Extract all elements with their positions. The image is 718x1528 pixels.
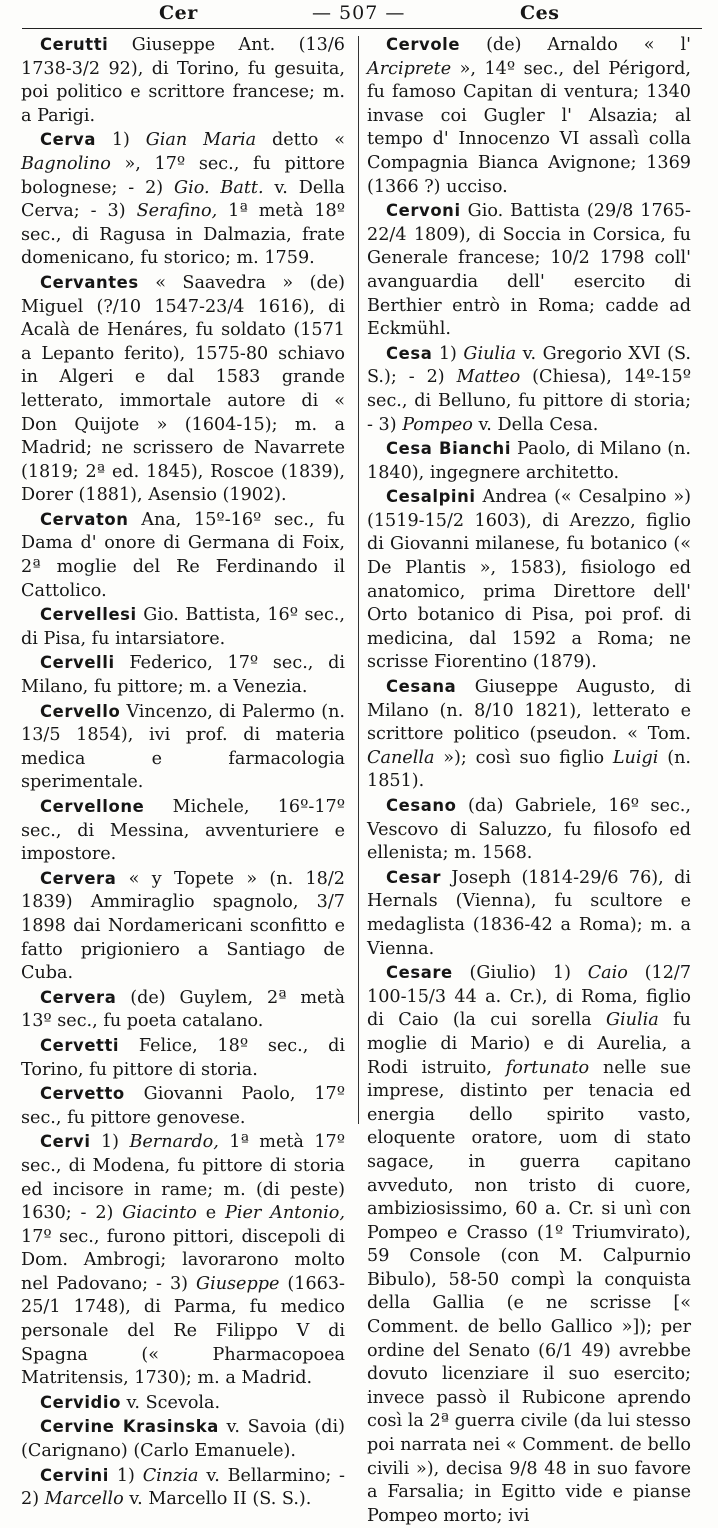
headword: Cervini — [40, 1465, 110, 1485]
entry-italic-text: Giacinto — [122, 1203, 197, 1224]
entry-italic-text: Cinzia — [142, 1465, 199, 1486]
entry-text: Federico, 17º sec., di Milano, fu pittore; m. a Venezia. — [21, 653, 345, 698]
headword: Cervello — [40, 701, 121, 721]
entry-text: Andrea (« Cesalpino ») (1519-15/2 1603), di Arezzo, figlio di Giovanni milanese, fu botanico (« De Plantis », 1583), fisiologo ed anatomico, prima Direttore dell' Orto botanico di Pisa, poi prof. di medicina, dal 1592 a Roma; ne scrisse Fiorentino (1879). — [367, 487, 691, 673]
headword: Cervellesi — [40, 605, 137, 625]
entry-text: Gio. Battista (29/8 1765-22/4 1809), di Soccia in Corsica, fu Generale francese; 10/2 1798 coll' avanguardia dell' esercito di Berthier entrò in Roma; cadde ad Eckmühl. — [367, 201, 691, 340]
entry-cervera — [21, 867, 345, 986]
entry-text: (de) Guylem, 2ª metà 13º sec., fu poeta catalano. — [21, 987, 345, 1032]
entry-text: », 17º sec., fu pittore bolognese; - 2) — [21, 153, 345, 198]
headword: Cervelli — [40, 653, 115, 673]
entry-text: Giuseppe Augusto, di Milano (n. 8/10 1821), letterato e scrittore politico (pseudon. « Tom. — [367, 677, 691, 745]
headword: Cerva — [40, 130, 96, 150]
entry-text: »); così suo figlio — [434, 747, 613, 768]
entry-text: detto « — [256, 130, 346, 151]
entry-italic-text: Giulia — [463, 343, 517, 364]
entry-text: nelle sue imprese, distinto per tenacia ed energia dello spirito vasto, eloquente oratore, uom di stato sagace, in guerra capitano avveduto, non tristo di cuore, ambiziosissimo, 60 a. Cr. si unì con Pompeo e Crasso (1º Triumvirato), 59 Console (con M. Calpurnio Bibulo), 58-50 compì la conquista della Gallia (e ne scrisse [« Comment. de bello Gallico »]); per ordine del Senato (6/1 49) avrebbe dovuto licenziare il suo esercito; invece passò il Rubicone aprendo così la 2ª guerra civile (da lui stesso poi narrata nei « Comment. de bello civili »), decisa 9/8 48 in suo favore a Farsalia; in Egitto vide e pianse Pompeo morto; ivi — [367, 1057, 691, 1526]
entry-text: v. Della Cerva; - 3) — [21, 177, 345, 222]
headword: Cervaton — [40, 509, 129, 529]
entry-cerutti — [21, 33, 345, 128]
entry-text: fu moglie di Mario) e di Aurelia, a Rodi istruito, — [367, 1010, 691, 1078]
entry-italic-text: Bagnolino — [21, 153, 111, 174]
headword: Cervantes — [40, 272, 139, 292]
headword: Cervine Krasinska — [40, 1417, 219, 1437]
entry-italic-text: Gio. Batt. — [174, 177, 264, 198]
entry-italic-text: Canella — [367, 747, 435, 768]
entry-cesa — [367, 342, 691, 437]
entry-text: Giuseppe Ant. (13/6 1738-3/2 92), di Torino, fu gesuita, poi politico e scrittore francese; m. a Parigi. — [21, 35, 345, 126]
entry-cervantes — [21, 271, 345, 508]
headword: Cesare — [386, 963, 453, 983]
headword: Cesalpini — [386, 487, 476, 507]
entry-text: v. Scevola. — [120, 1392, 221, 1413]
running-head-left: Cer — [159, 2, 198, 24]
entry-text: « Saavedra » (de) Miguel (?/10 1547-23/4 1616), di Acalà de Henáres, fu soldato (1571 a Lepanto ferito), 1575-80 schiavo in Algeri e dal 1583 grande letterato, immortale autore di « Don Quijote » (1604-15); m. a Madrid; ne scrissero de Navarrete (1819; 2ª ed. 1845), Roscoe (1839), Dorer (1881), Asensio (1902). — [21, 272, 345, 506]
entry-cervoni — [367, 199, 691, 342]
entry-text: 1ª metà 18º sec., di Ragusa in Dalmazia, frate domenicano, fu storico; m. 1759. — [21, 201, 345, 269]
entry-italic-text: Giulia — [606, 1010, 659, 1031]
page-number: — 507 — — [312, 2, 406, 24]
entry-text: Felice, 18º sec., di Torino, fu pittore di storia. — [21, 1035, 345, 1080]
entry-cesalpini — [367, 485, 691, 675]
headword: Cesano — [386, 796, 457, 815]
headword: Cervetto — [40, 1084, 125, 1104]
entry-italic-text: Giuseppe — [196, 1273, 280, 1294]
column-divider — [358, 36, 359, 1124]
headword: Cesa — [386, 343, 433, 363]
entry-italic-text: Caio — [587, 963, 628, 984]
entry-text: (n. 1851). — [367, 747, 691, 792]
entry-text: (Giulio) 1) — [452, 963, 588, 984]
entry-text: Gio. Battista, 16º sec., di Pisa, fu intarsiatore. — [21, 605, 345, 649]
entry-cervole — [367, 33, 691, 199]
entry-cervine-krasinska — [21, 1415, 345, 1463]
entry-text: v. Della Cesa. — [472, 414, 599, 435]
entry-text: (12/7 100-15/3 44 a. Cr.), di Roma, figlio di Caio (la cui sorella — [367, 963, 692, 1031]
entry-text: (de) Arnaldo « l' — [460, 35, 691, 55]
entry-text: 1ª metà 17º sec., di Modena, fu pittore di storia ed incisore in rame; m. (di peste) 1630; - 2) — [21, 1132, 345, 1224]
entry-text: Vincenzo, di Palermo (n. 13/5 1854), ivi prof. di materia medica e farmacologia sperimentale. — [21, 701, 345, 793]
headword: Cesana — [386, 677, 457, 697]
entry-cesar — [367, 866, 691, 961]
entry-italic-text: Marcello — [44, 1489, 124, 1510]
entry-text: v. Savoia (di) (Carignano) (Carlo Emanuele). — [21, 1417, 346, 1462]
entry-cervetto — [21, 1082, 345, 1130]
entry-cervelli — [21, 651, 345, 699]
entry-text: v. Gregorio XVI (S. S.); - 2) — [367, 343, 691, 388]
entry-italic-text: Pompeo — [402, 414, 473, 435]
entry-cesa-bianchi — [367, 437, 691, 485]
headword: Cervole — [386, 35, 461, 54]
entry-text: (Chiesa), 14º-15º sec., di Belluno, fu pittore di storia; - 3) — [367, 367, 692, 435]
entry-text: 1) — [109, 1465, 143, 1486]
headword: Cesa Bianchi — [386, 439, 512, 459]
right-column — [367, 33, 691, 1528]
left-column — [21, 33, 345, 1512]
entry-text: 1) — [95, 130, 146, 151]
headword: Cesar — [386, 867, 442, 887]
entry-text: v. Marcello II (S. S.). — [123, 1489, 312, 1510]
entry-cervetti — [21, 1034, 345, 1082]
entry-cervi — [21, 1130, 345, 1391]
entry-text: Paolo, di Milano (n. 1840), ingegnere architetto. — [367, 439, 692, 483]
entry-italic-text: Bernardo, — [129, 1132, 219, 1153]
header-rule — [22, 28, 702, 29]
headword: Cervidio — [40, 1392, 121, 1412]
entry-italic-text: Luigi — [612, 747, 659, 768]
entry-italic-text: Arciprete — [367, 58, 452, 79]
entry-text: Ana, 15º-16º sec., fu Dama d' onore di Germana di Foix, 2ª moglie del Re Ferdinando il Cattolico. — [21, 509, 345, 601]
entry-text: (da) Gabriele, 16º sec., Vescovo di Saluzzo, fu filosofo ed ellenista; m. 1568. — [367, 796, 691, 864]
entry-italic-text: Matteo — [456, 367, 521, 388]
entry-italic-text: Pier Antonio, — [225, 1203, 345, 1224]
entry-cesano — [367, 794, 691, 866]
entry-text: 1) — [432, 343, 464, 364]
running-head-right: Ces — [520, 2, 560, 24]
entry-cesare — [367, 961, 691, 1528]
entry-cervini — [21, 1464, 345, 1512]
headword: Cervetti — [40, 1035, 120, 1055]
entry-cesana — [367, 675, 691, 794]
entry-text: Michele, 16º-17º sec., di Messina, avventuriere e impostore. — [21, 797, 345, 865]
entry-text: (1663-25/1 1748), di Parma, fu medico personale del Re Filippo V di Spagna (« Pharmacopoea Matritensis, 1730); m. a Madrid. — [21, 1273, 345, 1389]
page-header — [0, 0, 718, 28]
entry-cervidio — [21, 1391, 345, 1416]
entry-text: v. Bellarmino; - 2) — [21, 1465, 345, 1510]
entry-cervellone — [21, 795, 345, 867]
entry-text: « y Topete » (n. 18/2 1839) Ammiraglio spagnolo, 3/7 1898 dai Nordamericani sconfitto e fatto prigioniero a Santiago de Cuba. — [21, 868, 345, 984]
headword: Cervera — [40, 868, 117, 888]
entry-text: e — [196, 1203, 226, 1224]
entry-cerva — [21, 128, 345, 271]
entry-cervellesi — [21, 603, 345, 651]
entry-italic-text: Serafino, — [136, 201, 218, 222]
entry-cervello — [21, 700, 345, 795]
entry-italic-text: Gian Maria — [145, 130, 257, 151]
headword: Cervera — [40, 987, 117, 1007]
headword: Cerutti — [40, 35, 109, 54]
entry-text: Joseph (1814-29/6 76), di Hernals (Vienna), fu scultore e medaglista (1836-42 a Roma); m. a Vienna. — [367, 867, 691, 959]
entry-text: 1) — [90, 1132, 130, 1153]
entry-cervaton — [21, 508, 345, 603]
headword: Cervellone — [40, 797, 145, 816]
headword: Cervoni — [386, 201, 461, 221]
entry-italic-text: fortunato — [505, 1057, 590, 1078]
entry-text: Giovanni Paolo, 17º sec., fu pittore genovese. — [21, 1084, 345, 1128]
entry-text: », 14º sec., del Périgord, fu famoso Capitan di ventura; 1340 invase coi Gugler l' Alsazia; al tempo d' Innocenzo VI assalì colla Compagnia Bianca Avignone; 1369 (1366 ?) ucciso. — [367, 58, 691, 197]
entry-text: 17º sec., furono pittori, discepoli di Dom. Ambrogi; lavorarono molto nel Padovano; - 3) — [21, 1226, 345, 1294]
entry-cervera — [21, 986, 345, 1034]
headword: Cervi — [40, 1132, 91, 1152]
